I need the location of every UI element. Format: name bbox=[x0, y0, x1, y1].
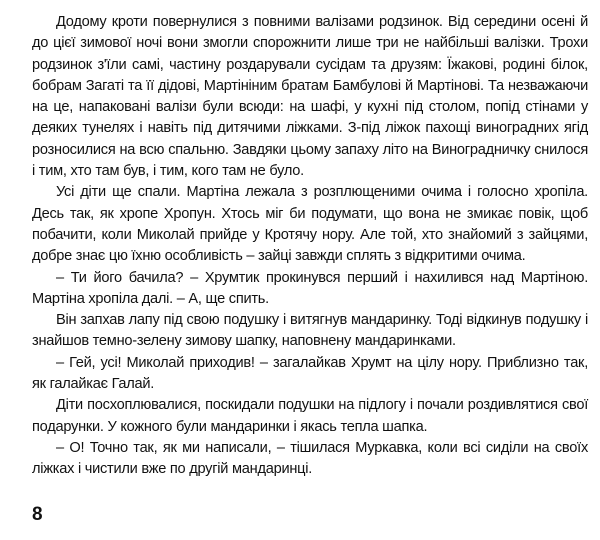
paragraph-5: – Гей, усі! Миколай приходив! – загалайкав Хрумт на цілу нору. Приблизно так, як галайкає Галай. bbox=[32, 354, 588, 393]
page-number: 8 bbox=[32, 504, 43, 525]
paragraph-3: – Ти його бачила? – Хрумтик прокинувся перший і нахилився над Мартіною. Мартіна хропіла далі. – А, ще спить. bbox=[32, 269, 588, 307]
paragraph-2: Усі діти ще спали. Мартіна лежала з розплющеними очима і голосно хропіла. Десь так, як хропе Хропун. Хтось міг би подумати, що вона не змикає повік, щоб побачити, коли Миколай прийде у Кротячу нору. Але той, хто знайомий з зайцями, добре знає цю їхню особливість – зайці завжди сплять з відкритими очима. bbox=[32, 184, 588, 265]
story-text bbox=[32, 12, 588, 481]
paragraph-4: Він запхав лапу під свою подушку і витягнув мандаринку. Тоді відкинув подушку і знайшов темно-зелену зимову шапку, наповнену мандаринками. bbox=[32, 312, 588, 350]
paragraph-7: – О! Точно так, як ми написали, – тішилася Муркавка, коли всі сиділи на своїх ліжках і чистили вже по другій мандаринці. bbox=[32, 439, 588, 478]
paragraph-6: Діти посхоплювалися, поскидали подушки на підлогу і почали роздивлятися свої подарунки. У кожного були мандаринки і якась тепла шапка. bbox=[32, 397, 588, 435]
paragraph-1: Додому кроти повернулися з повними валізами родзинок. Від середини осені й до цієї зимової ночі вони змогли спорожнити лише три не найбільші валізки. Трохи родзинок з'їли самі, частину роздарували сусідам та друзям: Їжакові, родині білок, бобрам Загаті та її дідові, Мартініним братам Бамбулові й Мартінові. Та незважаючи на це, напаковані валізи були всюди: на шафі, у кухні під столом, попід стінами у деяких тунелях і навіть під дитячими ліжками. З-під ліжок пахощі виноградних ягід розносилися на всю спальню. Завдяки цьому запаху літо на Виноградничку снилося і тим, хто там був, і тим, кого там не було. bbox=[32, 14, 588, 180]
